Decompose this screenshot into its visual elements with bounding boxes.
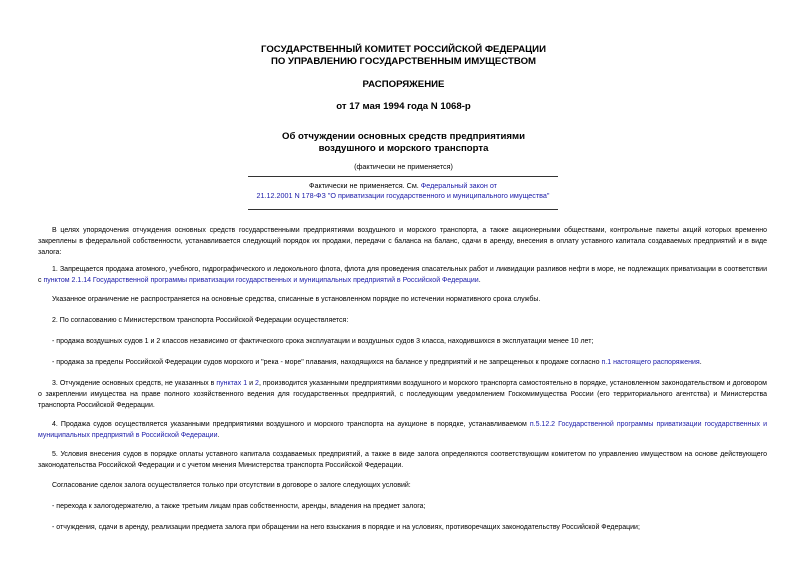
paragraph-3-rest: , производится указанными предприятиями воздушного и морского транспорта самостоятельно в порядке, установленном законодательством и договором о закреплении имущества на праве полного хозяйственного ведения для государственных предприятий, с последующим уведомлением Госкомимущества России (его территориального агентства) и Министерства транспорта Российской Федерации.	[38, 380, 767, 409]
document-date-number: от 17 мая 1994 года N 1068-р	[336, 101, 471, 112]
document-status: (фактически не применяется)	[354, 162, 453, 171]
paragraph-pledge-conditions: Согласование сделок залога осуществляется только при отсутствии в договоре о залоге следующих условий:	[52, 482, 411, 489]
notice-text: Фактически не применяется. См.	[309, 181, 421, 190]
paragraph-limitation: Указанное ограничение не распространяется на основные средства, списанные в установленном порядке по истечении нормативного срока службы.	[52, 296, 541, 303]
paragraph-3-text: 3. Отчуждение основных средств, не указанных в	[52, 380, 217, 387]
item-2-link[interactable]: 2	[255, 380, 259, 387]
paragraph-4	[38, 420, 767, 442]
paragraph-pledge-item-1: - перехода к залогодержателю, а также третьим лицам прав собственности, аренды, владения на предмет залога;	[52, 503, 426, 510]
privatization-program-5122-link[interactable]: п.5.12.2 Государственной программы приватизации государственных и муниципальных предприятий в Российской Федерации	[38, 421, 767, 439]
notice-bottom-rule	[248, 209, 558, 210]
notice-box	[248, 181, 558, 200]
paragraph-3-and: и	[247, 380, 256, 387]
paragraph-pledge-item-2: - отчуждения, сдачи в аренду, реализации предмета залога при обращении на него взыскания в порядке и на условиях, противоречащих законодательству Российской Федерации;	[52, 524, 640, 531]
document-title-line1: Об отчуждении основных средств предприятиями	[281, 131, 525, 142]
privatization-program-2114-link[interactable]: пунктом 2.1.14 Государственной программы приватизации государственных и муниципальных предприятий в Российской Федерации	[43, 276, 479, 284]
document-type: РАСПОРЯЖЕНИЕ	[362, 79, 445, 90]
paragraph-4-text: 4. Продажа судов осуществляется указанными предприятиями воздушного и морского транспорта на аукционе в порядке, устанавливаемом	[52, 421, 530, 428]
items-1-link[interactable]: пунктах 1	[216, 380, 248, 387]
paragraph-1	[38, 265, 767, 287]
paragraph-2-item-ships	[38, 358, 767, 369]
paragraph-intro: В целях упорядочения отчуждения основных средств государственными предприятиями воздушного и морского транспорта, а также акционерными обществами, контрольные пакеты акций которых временно закреплены в федеральной собственности, устанавливается следующий порядок их продажи, передачи с баланса на баланс, сдачи в аренду, внесения в оплату уставного капитала создаваемых предприятий и в виде залога:	[38, 227, 767, 256]
paragraph-2-item-aircraft: - продажа воздушных судов 1 и 2 классов независимо от фактического срока эксплуатации и воздушных судов 3 класса, находившихся в эксплуатации менее 10 лет;	[52, 338, 594, 345]
paragraph-2: 2. По согласованию с Министерством транспорта Российской Федерации осуществляется:	[52, 317, 349, 324]
federal-law-link[interactable]: Федеральный закон от	[420, 181, 497, 190]
committee-name-line1: ГОСУДАРСТВЕННЫЙ КОМИТЕТ РОССИЙСКОЙ ФЕДЕРАЦИИ	[261, 44, 546, 55]
document-title-line2: воздушного и морского транспорта	[318, 143, 489, 154]
paragraph-ships-text: - продажа за пределы Российской Федерации судов морского и "река - море" плавания, находящихся на балансе у предприятий и не запрещенных к продаже согласно	[52, 359, 602, 366]
paragraph-1-end: .	[478, 276, 481, 284]
notice-top-rule	[248, 176, 558, 177]
paragraph-4-end: .	[217, 431, 220, 439]
federal-law-link-cont[interactable]: 21.12.2001 N 178-ФЗ "О приватизации государственного и муниципального имущества"	[256, 190, 550, 200]
paragraph-5: 5. Условия внесения судов в порядке оплаты уставного капитала создаваемых предприятий, а также в виде залога определяются соответствующим комитетом по управлению имуществом на основе действующего законодательства Российской Федерации и с учетом мнения Министерства транспорта Российской Федерации.	[38, 451, 767, 469]
paragraph-ships-end: .	[699, 359, 702, 366]
item-1-link[interactable]: п.1 настоящего распоряжения	[601, 359, 700, 366]
paragraph-1-text: 1. Запрещается продажа атомного, учебного, гидрографического и ледокольного флота, флота для проведения спасательных работ и ликвидации разливов нефти в море, не подлежащих приватизации в соответствии с	[38, 266, 767, 284]
committee-name-line2: ПО УПРАВЛЕНИЮ ГОСУДАРСТВЕННЫМ ИМУЩЕСТВОМ	[270, 56, 537, 67]
paragraph-3	[38, 379, 767, 411]
